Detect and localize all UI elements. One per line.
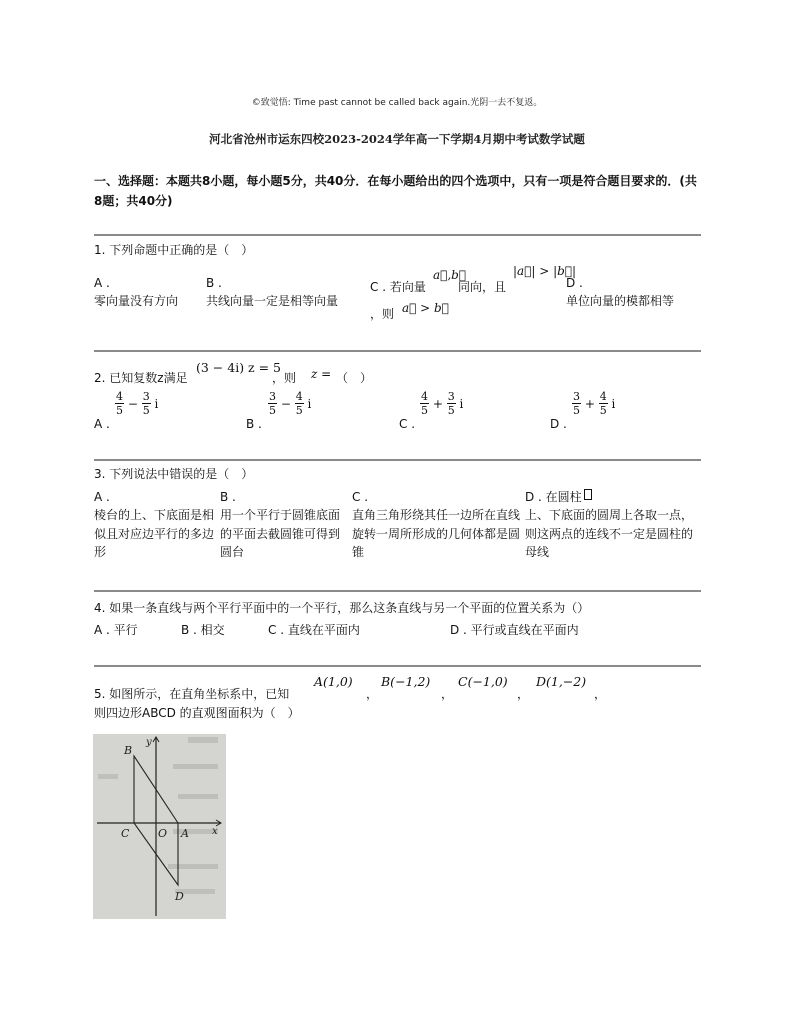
divider [94, 590, 701, 592]
q1-option-c-then: ，则 [370, 307, 395, 321]
q5-figure [93, 734, 226, 919]
q2-option-a-letter: A . [94, 417, 110, 431]
label-y: y [146, 737, 152, 748]
q2-stem-blank: （ ） [336, 371, 373, 385]
q2-option-c[interactable] [399, 388, 519, 433]
q2-a-num2: 3 [142, 390, 150, 403]
page-title: 河北省沧州市运东四校2023-2024学年高一下学期4月期中考试数学试题 [209, 132, 585, 146]
q1-option-c[interactable] [370, 264, 577, 324]
q3-stem: 3. 下列说法中错误的是（ ） [94, 467, 254, 481]
missing-glyph-box [584, 489, 592, 500]
q2-d-num2: 4 [599, 390, 607, 403]
label-a: A [181, 827, 189, 840]
q2-d-num: 3 [573, 390, 580, 403]
q3-option-a[interactable] [94, 488, 220, 562]
q3-option-d[interactable] [525, 488, 695, 562]
q2-option-a[interactable] [94, 388, 214, 433]
q3-option-a-letter: A . [94, 490, 110, 504]
q5-point-d: D(1,−2) [536, 674, 587, 689]
q2-b-den: 5 [269, 404, 276, 417]
q2-a-num: 4 [116, 390, 123, 403]
q1-option-c-mid: 同向，且 [458, 280, 507, 294]
q2-option-c-letter: C . [399, 417, 416, 431]
q1-option-c-condition: |a⃗| > |b⃗| [513, 264, 577, 278]
q2-stem-suffix: ，则 [272, 371, 297, 385]
q2-d-op: + [584, 396, 595, 411]
label-b: B [124, 744, 133, 757]
q3-option-c[interactable] [352, 488, 522, 562]
q1-option-b-letter: B . [206, 276, 222, 290]
q3-option-d-head [525, 488, 695, 506]
q5-figure-svg [93, 734, 226, 919]
q2-b-op: − [280, 396, 291, 411]
q1-stem: 1. 下列命题中正确的是（ ） [94, 243, 254, 257]
q2-stem-equation: (3 − 4i) z = 5 [196, 360, 282, 375]
q2-c-num2: 3 [447, 390, 455, 403]
q5-point-a: A(1,0) [314, 674, 353, 689]
q2-a-op: − [127, 396, 138, 411]
q5-point-c: C(−1,0) [458, 674, 508, 689]
q1-option-d-text: 单位向量的模都相等 [566, 294, 675, 308]
divider [94, 459, 701, 461]
q5-stem-line2: 则四边形ABCD 的直观图面积为（ ） [94, 706, 300, 720]
q2-option-d-letter: D . [550, 417, 567, 431]
label-o: O [158, 827, 168, 840]
q2-c-den: 5 [421, 404, 428, 417]
q2-b-num: 3 [269, 390, 276, 403]
divider [94, 350, 701, 352]
label-c: C [121, 827, 130, 840]
q2-option-b-expr [268, 390, 311, 417]
q1-option-a-letter: A . [94, 276, 110, 290]
q4-option-b[interactable]: B . 相交 [181, 623, 225, 637]
q3-option-a-text: 棱台的上、下底面是相似且对应边平行的多边形 [94, 508, 215, 559]
q3-option-b-text: 用一个平行于圆锥底面的平面去截圆锥可得到圆台 [220, 508, 341, 559]
q4-stem: 4. 如果一条直线与两个平行平面中的一个平行，那么这条直线与另一个平面的位置关系为（） [94, 601, 590, 615]
q2-option-b[interactable] [246, 388, 366, 433]
q2-option-d-expr [572, 390, 615, 417]
q2-c-op: + [432, 396, 443, 411]
q3-option-c-text: 直角三角形绕其任一边所在直线旋转一周所形成的几何体都是圆锥 [352, 508, 521, 559]
q5-comma-4: ， [594, 687, 607, 701]
q1-option-c-conclusion: a⃗ > b⃗ [402, 301, 449, 315]
q1-option-b[interactable] [206, 274, 338, 310]
q2-c-num: 4 [421, 390, 428, 403]
q5-comma-2: ， [441, 687, 454, 701]
q2-b-den2: 5 [295, 404, 303, 417]
q1-option-d[interactable] [566, 274, 674, 310]
q1-option-c-vectors: a⃗,b⃗ [433, 268, 467, 282]
q2-option-b-letter: B . [246, 417, 262, 431]
q2-b-num2: 4 [295, 390, 303, 403]
q4-option-d[interactable]: D . 平行或直线在平面内 [450, 623, 579, 637]
q1-option-d-letter: D . [566, 276, 583, 290]
q3-option-b-letter: B . [220, 490, 236, 504]
q2-d-den2: 5 [599, 404, 607, 417]
q2-option-a-expr [115, 390, 158, 417]
q3-option-c-letter: C . [352, 490, 369, 504]
page-motto: ©致觉悟: Time past cannot be called back again.光阴一去不复返。 [251, 98, 543, 108]
q2-option-d[interactable] [550, 388, 670, 433]
q2-b-i: i [307, 396, 312, 411]
q2-stem-prefix: 2. 已知复数z满足 [94, 371, 188, 385]
q3-option-b[interactable] [220, 488, 348, 562]
q1-option-a-text: 零向量没有方向 [94, 294, 179, 308]
q2-c-den2: 5 [447, 404, 455, 417]
label-x: x [212, 826, 218, 837]
divider [94, 234, 701, 236]
q2-stem-z: z = [311, 367, 332, 381]
q5-comma-1: ， [366, 687, 379, 701]
q1-option-b-text: 共线向量一定是相等向量 [206, 294, 339, 308]
divider [94, 665, 701, 667]
q2-a-den2: 5 [142, 404, 150, 417]
q5-point-b: B(−1,2) [381, 674, 431, 689]
q4-option-a[interactable]: A . 平行 [94, 623, 138, 637]
q4-option-c[interactable]: C . 直线在平面内 [268, 623, 360, 637]
q3-option-d-text: 上、下底面的圆周上各取一点，则这两点的连线不一定是圆柱的母线 [525, 508, 694, 559]
q5-stem-prefix: 5. 如图所示，在直角坐标系中，已知 [94, 687, 290, 701]
q2-option-c-expr [420, 390, 463, 417]
q2-d-i: i [611, 396, 616, 411]
label-d: D [175, 890, 184, 903]
q2-c-i: i [459, 396, 464, 411]
section-heading: 一、选择题：本题共8小题，每小题5分，共40分．在每小题给出的四个选项中，只有一项是符合题目要求的．(共8题；共40分) [94, 174, 697, 208]
q2-d-den: 5 [573, 404, 580, 417]
q3-option-d-head-text: D . 在圆柱 [525, 490, 582, 504]
q2-a-den: 5 [116, 404, 123, 417]
q5-comma-3: ， [517, 687, 530, 701]
q1-option-c-prefix: C . 若向量 [370, 280, 426, 294]
q1-option-a[interactable] [94, 274, 178, 310]
q2-a-i: i [154, 396, 159, 411]
